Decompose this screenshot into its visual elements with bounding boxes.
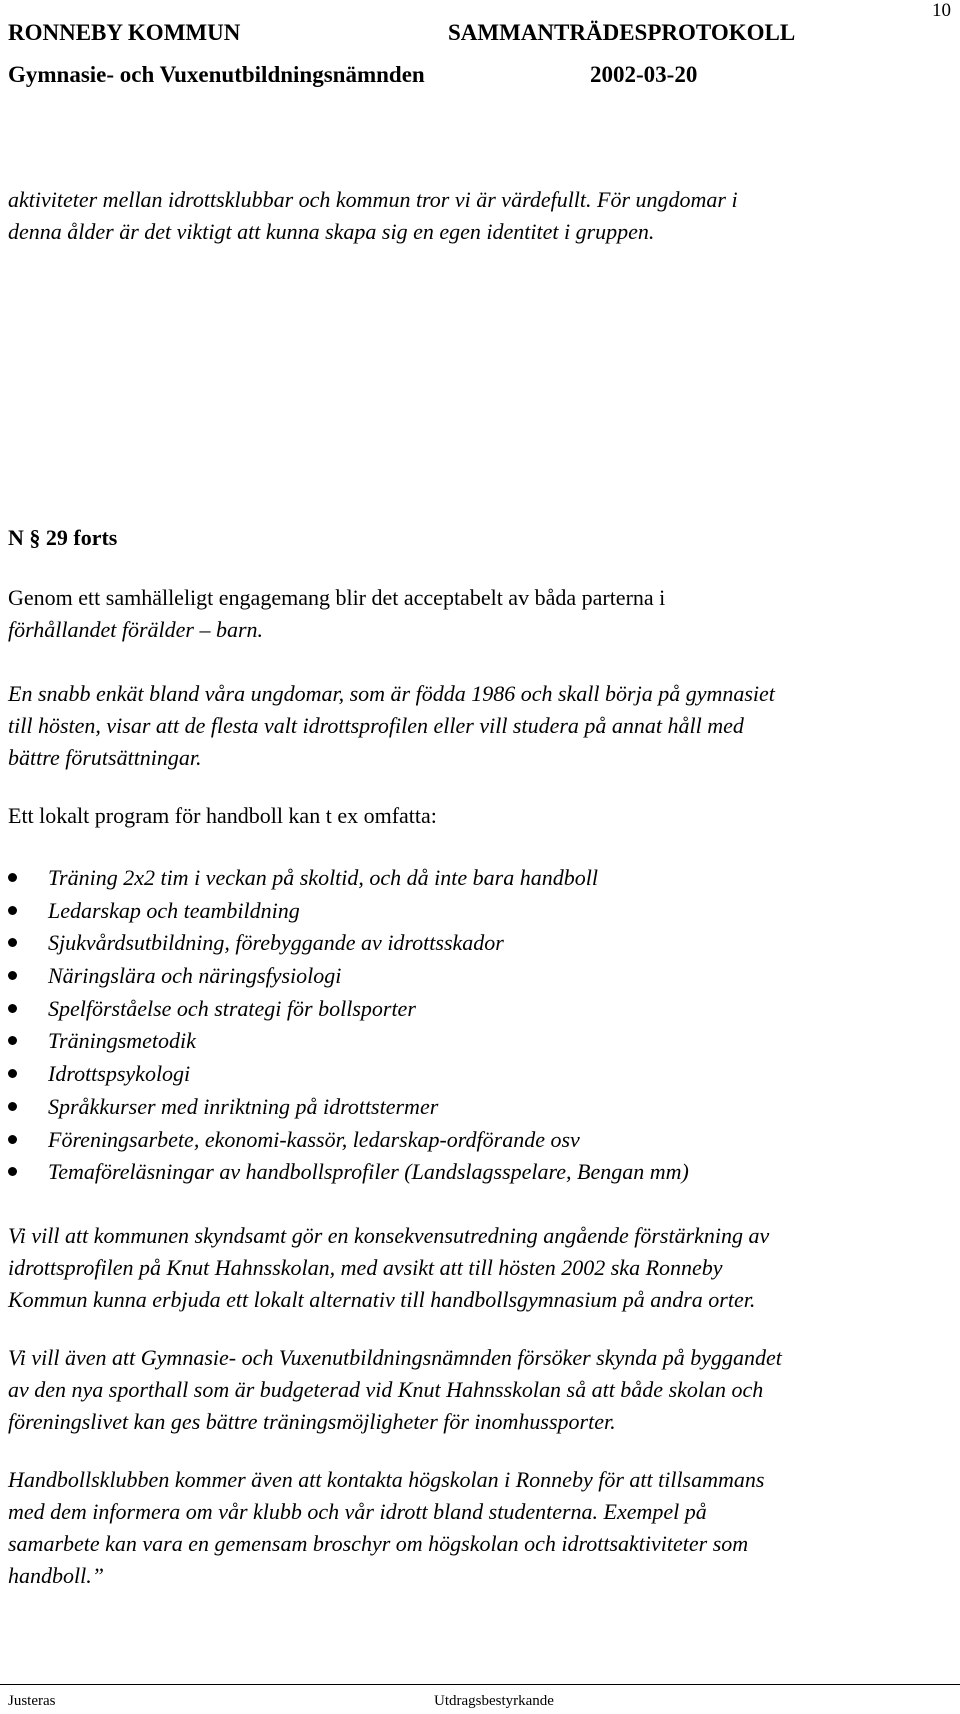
bullet-icon — [8, 1135, 17, 1144]
header-org: RONNEBY KOMMUN — [8, 20, 241, 45]
paragraph-line: till hösten, visar att de flesta valt idrottsprofilen eller vill studera på annat håll med — [8, 713, 744, 738]
paragraph-line: Vi vill även att Gymnasie- och Vuxenutbildningsnämnden försöker skynda på byggandet — [8, 1345, 782, 1370]
list-item: Idrottspsykologi — [8, 1058, 689, 1091]
paragraph-line: av den nya sporthall som är budgeterad vid Knut Hahnsskolan så att både skolan och — [8, 1377, 764, 1402]
bullet-icon — [8, 1167, 17, 1176]
list-item: Träning 2x2 tim i veckan på skoltid, och då inte bara handboll — [8, 862, 689, 895]
footer-utdragsbestyrkande: Utdragsbestyrkande — [434, 1693, 554, 1709]
paragraph-1 — [8, 582, 953, 646]
list-item: Träningsmetodik — [8, 1025, 689, 1058]
paragraph-line: med dem informera om vår klubb och vår idrott bland studenterna. Exempel på — [8, 1499, 707, 1524]
footer-justeras: Justeras — [8, 1693, 56, 1709]
list-item: Näringslära och näringsfysiologi — [8, 960, 689, 993]
list-item: Föreningsarbete, ekonomi-kassör, ledarskap-ordförande osv — [8, 1124, 689, 1157]
section-heading: N § 29 forts — [8, 525, 118, 550]
footer-divider — [0, 1684, 960, 1685]
bullet-icon — [8, 906, 17, 915]
paragraph-line: samarbete kan vara en gemensam broschyr om högskolan och idrottsaktiviteter som — [8, 1531, 749, 1556]
bullet-icon — [8, 1004, 17, 1013]
list-item: Språkkurser med inriktning på idrottstermer — [8, 1091, 689, 1124]
intro-paragraph — [8, 184, 953, 248]
header-date: 2002-03-20 — [590, 62, 698, 87]
paragraph-line: idrottsprofilen på Knut Hahnsskolan, med avsikt att till hösten 2002 ska Ronneby — [8, 1255, 723, 1280]
paragraph-line: föreningslivet kan ges bättre träningsmöjligheter för inomhussporter. — [8, 1409, 616, 1434]
paragraph-line: Vi vill att kommunen skyndsamt gör en konsekvensutredning angående förstärkning av — [8, 1223, 770, 1248]
bullet-icon — [8, 1036, 17, 1045]
list-intro: Ett lokalt program för handboll kan t ex omfatta: — [8, 803, 437, 828]
paragraph-line: bättre förutsättningar. — [8, 745, 202, 770]
intro-line: aktiviteter mellan idrottsklubbar och kommun tror vi är värdefullt. För ungdomar i — [8, 187, 738, 212]
list-item: Ledarskap och teambildning — [8, 895, 689, 928]
paragraph-line: förhållandet förälder – barn. — [8, 617, 264, 642]
program-list — [8, 862, 689, 1189]
bullet-icon — [8, 938, 17, 947]
bullet-icon — [8, 1069, 17, 1078]
paragraph-line: Kommun kunna erbjuda ett lokalt alternativ till handbollsgymnasium på andra orter. — [8, 1287, 756, 1312]
list-item: Temaföreläsningar av handbollsprofiler (Landslagsspelare, Bengan mm) — [8, 1156, 689, 1189]
intro-line: denna ålder är det viktigt att kunna skapa sig en egen identitet i gruppen. — [8, 219, 655, 244]
bullet-icon — [8, 1102, 17, 1111]
paragraph-line: Handbollsklubben kommer även att kontakta högskolan i Ronneby för att tillsammans — [8, 1467, 765, 1492]
list-item: Spelförståelse och strategi för bollsporter — [8, 993, 689, 1026]
list-item: Sjukvårdsutbildning, förebyggande av idrottsskador — [8, 927, 689, 960]
paragraph-line: handboll.” — [8, 1563, 104, 1588]
header-doc-type: SAMMANTRÄDESPROTOKOLL — [448, 20, 796, 45]
paragraph-5 — [8, 1464, 953, 1592]
bullet-icon — [8, 873, 17, 882]
paragraph-2 — [8, 678, 953, 774]
paragraph-line: En snabb enkät bland våra ungdomar, som är födda 1986 och skall börja på gymnasiet — [8, 681, 775, 706]
paragraph-line: Genom ett samhälleligt engagemang blir det acceptabelt av båda parterna i — [8, 585, 666, 610]
paragraph-3 — [8, 1220, 953, 1316]
header-committee: Gymnasie- och Vuxenutbildningsnämnden — [8, 62, 425, 87]
bullet-icon — [8, 971, 17, 980]
page-number: 10 — [932, 0, 951, 21]
paragraph-4 — [8, 1342, 953, 1438]
